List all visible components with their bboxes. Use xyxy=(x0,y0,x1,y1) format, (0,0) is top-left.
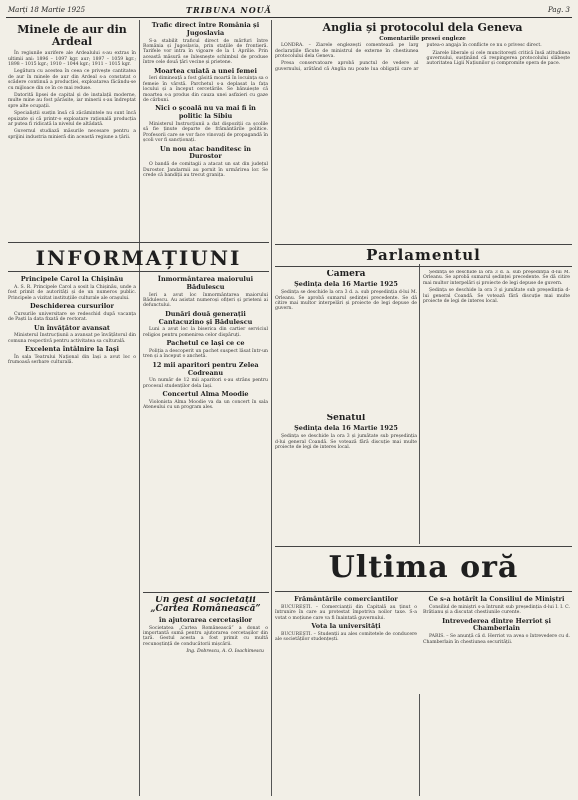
senat-report xyxy=(275,414,417,542)
paragraph: Guvernul studiază măsurile necesare pentru a sprijini industria minieră din această regiune a țării. xyxy=(8,129,136,140)
article-title: Un gest al societății „Cartea Românească” xyxy=(150,596,261,615)
article-signature: Ing. Dobrescu, A. O. Ioachimescu xyxy=(186,649,264,655)
article-minele-de-aur xyxy=(8,22,136,238)
article-title: Minele de aur din Ardeal xyxy=(17,23,127,48)
column-2-top xyxy=(143,20,268,238)
paragraph: A. S. R. Principele Carol a sosit la Chișinău, unde a fost primit de autorități și de un numeros public. Principele a vizitat instituțiile culturale ale orașului. xyxy=(8,284,136,301)
header-page-number: Pag. 3 xyxy=(548,6,570,14)
news-title: Ce s-a hotărît la Consiliul de Miniștri xyxy=(428,595,565,603)
paragraph: Consiliul de miniștri s-a întrunit sub președinția d-lui I. I. C. Brătianu și a discutat chestiunile curente. xyxy=(423,604,570,616)
news-title: 12 mii aparitori pentru Zelea Codreanu xyxy=(152,360,259,377)
informatii-banner xyxy=(8,246,269,270)
paragraph: Ședința se deschide la ora 3 d. a. sub președinția d-lui M. Orleanu. Se aprobă sumarul ședinței precedente. Se dă citire mai multor interpelări și proiecte de legi depuse de guvern. xyxy=(423,270,570,286)
column-rule xyxy=(419,694,420,796)
article-subtitle: în ajutorarea cercetașilor xyxy=(159,615,252,624)
camera-session: Ședința dela 16 Martie 1925 xyxy=(294,280,398,289)
column-rule xyxy=(271,20,272,796)
parliament-banner xyxy=(275,246,572,266)
senat-session: Ședința dela 16 Martie 1925 xyxy=(294,424,398,433)
news-title: Dunări două generații Cantacuzino și Bădulescu xyxy=(158,309,253,326)
section-rule xyxy=(275,591,572,592)
article-title: Anglia și protocolul dela Geneva xyxy=(322,21,523,34)
news-title: Vota la universități xyxy=(311,622,381,631)
article-title: Un nou atac banditesc în Durostor xyxy=(159,144,252,161)
section-rule xyxy=(143,592,269,593)
ultima-ora-banner xyxy=(275,549,572,589)
header-date: Marți 18 Martie 1925 xyxy=(8,6,86,14)
paragraph: Ședința se deschide la ora 3 și jumătate sub președinția d-lui general Coandă. Se votează fără discuție mai multe proiecte de legi de interes local. xyxy=(275,434,417,451)
paragraph: Ședința se deschide la ora 3 d. a. sub președinția d-lui M. Orleanu. Se aprobă sumarul ședinței precedente. Se dă citire mai multor interpelări și proiecte de legi depuse de guvern. xyxy=(275,290,417,312)
parliament-continuation xyxy=(423,270,570,542)
paragraph: Un număr de 12 mii aparitori s-au strâns pentru procesul studenților dela Iași. xyxy=(143,378,268,389)
news-title: Deschiderea cursurilor xyxy=(30,302,114,311)
newspaper-page xyxy=(6,4,572,796)
news-title: Intrevederea dintre Herriot și Chamberlain xyxy=(442,616,551,633)
paragraph: LONDRA. – Ziarele englezești comentează pe larg declarațiile făcute de ministrul de externe în chestiunea protocolului dela Geneva. xyxy=(275,43,419,59)
paragraph: Luni a avut loc la biserica din cartier serviciul religios pentru pomenirea celor dispăruți. xyxy=(143,327,268,338)
informatii-column-2 xyxy=(143,274,268,590)
ultima-ora-column-2 xyxy=(423,594,570,796)
paragraph: Poliția a descoperit un pachet suspect lăsat într-un tren și a început o anchetă. xyxy=(143,349,268,360)
paragraph: Cursurile universitare se redeschid după vacanța de Paști la data fixată de rectorat. xyxy=(8,311,136,323)
paragraph: Ministerul Instrucțiunii a dat dispoziții ca școlile să fie ținute departe de frământările politice. Profesorii care se vor face vinovați de propagandă în școli vor fi sancționați. xyxy=(143,122,268,144)
news-title: Un învățător avansat xyxy=(34,323,110,332)
article-title: Moartea cuiată a unei femei xyxy=(154,66,257,75)
camera-title: Camera xyxy=(326,270,366,279)
paragraph: Ședința se deschide la ora 3 și jumătate sub președinția d-lui general Coandă. Se votează fără discuție mai multe proiecte de legi de interes local. xyxy=(423,288,570,305)
paragraph: BUCUREȘTI. – Studenții au ales comitetele de conducere ale societăților studențești. xyxy=(275,631,417,643)
senat-title: Senatul xyxy=(326,414,366,423)
paragraph: În sala Teatrului Național din Iași a avut loc o frumoasă serbare culturală. xyxy=(8,355,136,366)
ultima-ora-title: Ultima oră xyxy=(328,550,519,585)
page-header xyxy=(6,4,572,18)
paragraph: S-a stabilit traficul direct de mărfuri între România și Jugoslavia, prin stațiile de frontieră. Tarifele vor intra în vigoare de la 1 Aprilie. Prin această măsură se înlesnește schimbul de produse între cele două țări vecine și prietene. xyxy=(143,38,268,66)
news-title: Excelenta întâlnire la Iași xyxy=(25,345,119,354)
paragraph: Datorită lipsei de capital și de instalații moderne, multe mine au fost părăsite, iar minerii s-au îndreptat spre alte ocupații. xyxy=(8,92,136,109)
paragraph: Ieri dimineață a fost găsită moartă în locuința sa o femeie în vârstă. Parchetul s-a deplasat la fața locului și a început cercetările. Se bănuiește că moartea s-a produs din cauza unei asfixieri cu gaze de cărbuni. xyxy=(143,76,268,104)
news-title: Frământările comerciantilor xyxy=(294,595,398,603)
paragraph: Specialiștii susțin însă că zăcămintele nu sunt încă epuizate și că printr-o exploatare rațională producția ar putea fi ridicată la nivelul de altădată. xyxy=(8,111,136,127)
section-rule xyxy=(275,546,572,547)
article-title: Trafic direct între România și Jugoslavia xyxy=(151,21,260,37)
paragraph: Ministerul Instrucțiunii a avansat pe învățătorul din comuna respectivă pentru activitatea sa culturală. xyxy=(8,333,136,344)
paragraph: PARIS. – Se anunță că d. Herriot va avea o întrevedere cu d. Chamberlain în chestiunea securității. xyxy=(423,634,570,645)
paragraph: BUCUREȘTI. – Comercianții din Capitală au ținut o întrunire în care au protestat împotriva noilor taxe. S-a votat o moțiune care va fi înaintată guvernului. xyxy=(275,604,417,621)
header-paper-name: TRIBUNA NOUĂ xyxy=(186,5,272,15)
paragraph: Presa conservatoare aprobă punctul de vedere al guvernului, arătând că Anglia nu poate lua obligații care ar putea-o angaja în conflicte ce nu o privesc direct. xyxy=(275,43,542,72)
paragraph: Ieri a avut loc înmormântarea maiorului Bădulescu. Au asistat numeroși ofițeri și prieteni ai defunctului. xyxy=(143,292,268,309)
section-rule xyxy=(275,244,572,245)
column-rule xyxy=(419,264,420,544)
informatii-column-1 xyxy=(8,274,136,796)
article-title: Nici o școală nu va mai fi în politic la Sibiu xyxy=(155,104,256,121)
news-title: Pachetul ce lași ce ce xyxy=(166,339,245,348)
news-title: Principele Carol la Chișinău xyxy=(20,275,124,283)
paragraph: Legătura cu acestea în ceea ce privește cantitatea de aur în minele de aur din Ardeal s-a constatat o scădere continuă a producției, exploatarea făcându-se cu mijloace din ce în ce mai reduse. xyxy=(8,69,136,91)
ultima-ora-column-1 xyxy=(275,594,417,796)
article-subtitle: Comentariile presei engleze xyxy=(379,35,466,42)
camera-report xyxy=(275,270,417,410)
news-title: Concertul Alma Moodie xyxy=(162,390,249,399)
article-cartea-romaneasca xyxy=(143,596,268,796)
news-title: Înmormântarea maiorului Bădulescu xyxy=(157,275,254,291)
section-rule xyxy=(8,271,269,272)
column-rule xyxy=(139,20,140,796)
informatii-title: INFORMAȚIUNI xyxy=(35,246,242,270)
section-rule xyxy=(8,242,269,243)
article-anglia-protocol xyxy=(275,20,570,242)
parliament-title: Parlamentul xyxy=(366,246,481,264)
paragraph: O bandă de comitagii a atacat un sat din județul Durostor. Jandarmii au pornit în urmărirea lor. Se crede că bandiții au trecut granița. xyxy=(143,162,268,179)
paragraph: Societatea „Cartea Românească” a donat o importantă sumă pentru ajutorarea cercetașilor din țară. Gestul acesta a fost primit cu multă recunoștință de conducătorii mișcării. xyxy=(143,625,268,647)
paragraph: Violonista Alma Moodie va da un concert în sala Ateneului cu un program ales. xyxy=(143,400,268,411)
paragraph: Ziarele liberale și cele muncitorești critică însă atitudinea guvernului, susținând că respingerea protocolului slăbește autoritatea Ligii Națiunilor și compromite opera de pace. xyxy=(426,50,570,67)
section-rule xyxy=(275,266,572,267)
paragraph: În regiunile aurifere ale Ardealului s-au extras în ultimii ani: 1896 – 1097 kgr. aur; 1897 – 1059 kgr.; 1898 – 1015 kgr.; 1910 – 1044 kgr.; 1911 – 1015 kgr. xyxy=(8,51,136,67)
